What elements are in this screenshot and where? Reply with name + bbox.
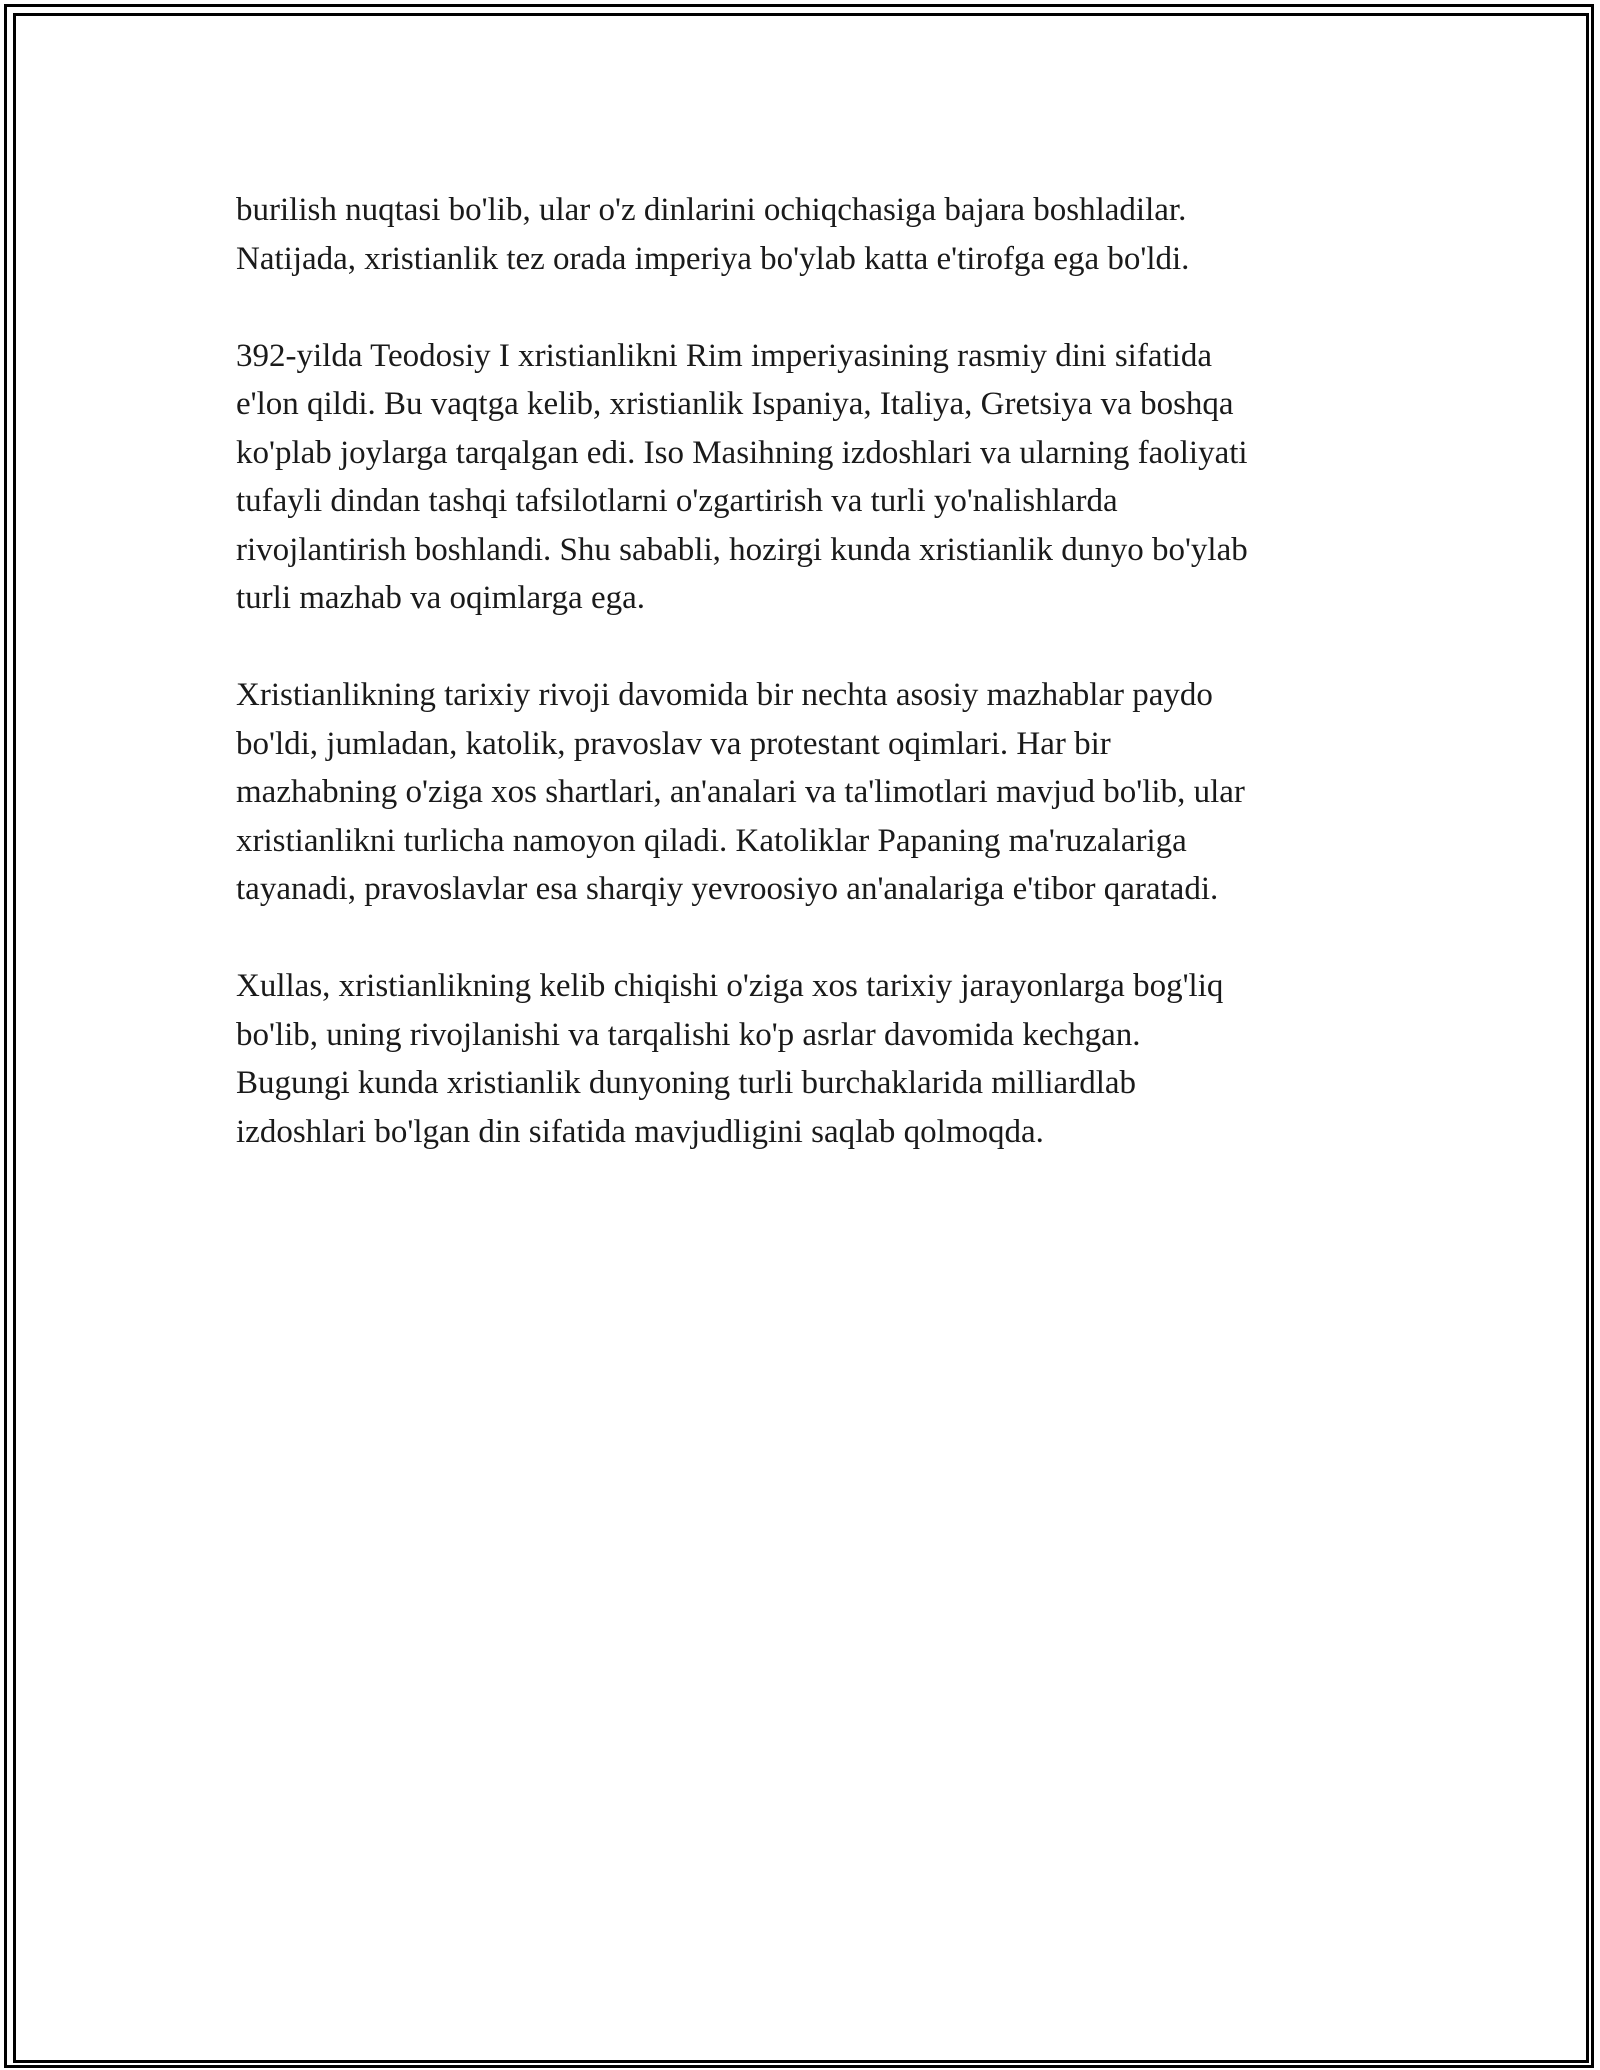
- text-line: Xristianlikning tarixiy rivoji davomida bir nechta asosiy mazhablar paydo: [236, 677, 1213, 713]
- text-line: mazhabning o'ziga xos shartlari, an'analari va ta'limotlari mavjud bo'lib, ular: [236, 774, 1245, 810]
- text-line: 392-yilda Teodosiy I xristianlikni Rim imperiyasining rasmiy dini sifatida: [236, 337, 1212, 374]
- text-line: bo'ldi, jumladan, katolik, pravoslav va protestant oqimlari. Har bir: [236, 725, 1111, 762]
- text-line: Xullas, xristianlikning kelib chiqishi o'ziga xos tarixiy jarayonlarga bog'liq: [236, 968, 1224, 1004]
- text-line: tayanadi, pravoslavlar esa sharqiy yevroosiyo an'analariga e'tibor qaratadi.: [236, 871, 1219, 907]
- document-body: [236, 186, 1386, 1205]
- text-line: tufayli dindan tashqi tafsilotlarni o'zgartirish va turli yo'nalishlarda: [236, 483, 1118, 519]
- text-line: xristianlikni turlicha namoyon qiladi. Katoliklar Papaning ma'ruzalariga: [236, 822, 1187, 859]
- paragraph-4: [236, 962, 1386, 1156]
- paragraph-1: [236, 186, 1386, 283]
- paragraph-2: [236, 332, 1386, 623]
- text-line: burilish nuqtasi bo'lib, ular o'z dinlarini ochiqchasiga bajara boshladilar.: [236, 192, 1187, 228]
- text-line: Natijada, xristianlik tez orada imperiya bo'ylab katta e'tirofga ega bo'ldi.: [236, 240, 1190, 277]
- text-line: Bugungi kunda xristianlik dunyoning turli burchaklarida milliardlab: [236, 1065, 1137, 1101]
- text-line: ko'plab joylarga tarqalgan edi. Iso Masihning izdoshlari va ularning faoliyati: [236, 434, 1248, 471]
- text-line: rivojlantirish boshlandi. Shu sababli, hozirgi kunda xristianlik dunyo bo'ylab: [236, 531, 1248, 568]
- text-line: turli mazhab va oqimlarga ega.: [236, 580, 645, 616]
- text-line: izdoshlari bo'lgan din sifatida mavjudligini saqlab qolmoqda.: [236, 1113, 1044, 1150]
- paragraph-3: [236, 671, 1386, 914]
- text-line: bo'lib, uning rivojlanishi va tarqalishi ko'p asrlar davomida kechgan.: [236, 1016, 1141, 1053]
- text-line: e'lon qildi. Bu vaqtga kelib, xristianlik Ispaniya, Italiya, Gretsiya va boshqa: [236, 386, 1234, 422]
